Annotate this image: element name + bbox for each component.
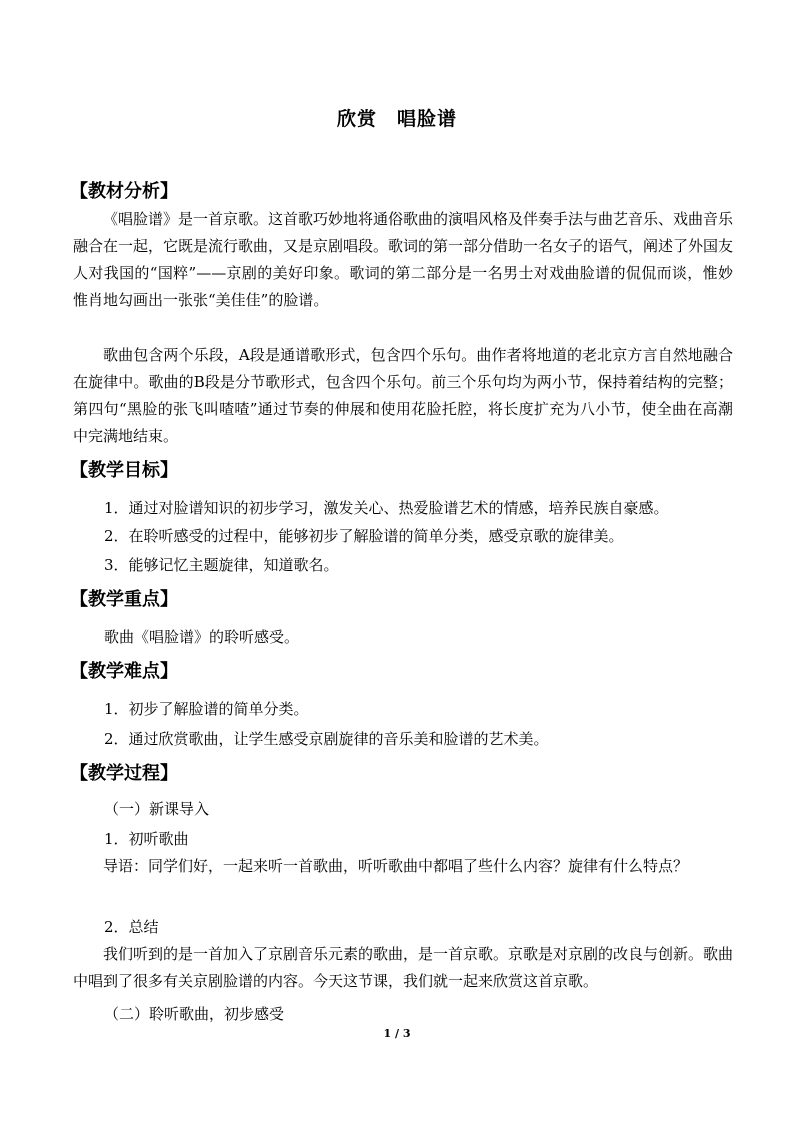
heading-analysis: 【教材分析】 — [70, 181, 178, 202]
process-step-2-text: 我们听到的是一首加入了京剧音乐元素的歌曲，是一首京歌。京歌是对京剧的改良与创新。歌曲中唱到了很多有关京剧脸谱的内容。今天这节课，我们就一起来欣赏这首京歌。 — [73, 945, 734, 990]
process-part-2: （二）聆听歌曲，初步感受 — [104, 1005, 285, 1023]
difficulty-item-1: 1．初步了解脸谱的简单分类。 — [104, 700, 309, 718]
page-title: 欣赏 唱脸谱 — [336, 108, 457, 130]
analysis-paragraph-2: 歌曲包含两个乐段，A段是通谱歌形式，包含四个乐句。曲作者将地道的老北京方言自然地融合在旋律中。歌曲的B段是分节歌形式，包含四个乐句。前三个乐句均为两小节，保持着结构的完整；第四句“黑脸的张飞叫喳喳”通过节奏的伸展和使用花脸托腔，将长度扩充为八小节，使全曲在高潮中完满地结束。 — [73, 346, 733, 445]
goal-item-3: 3．能够记忆主题旋律，知道歌名。 — [104, 556, 339, 574]
heading-goals: 【教学目标】 — [70, 460, 178, 481]
key-points-text: 歌曲《唱脸谱》的聆听感受。 — [104, 628, 300, 646]
heading-process: 【教学过程】 — [70, 763, 178, 784]
goal-item-2: 2．在聆听感受的过程中，能够初步了解脸谱的简单分类，感受京歌的旋律美。 — [104, 527, 624, 545]
difficulty-item-2: 2．通过欣赏歌曲，让学生感受京剧旋律的音乐美和脸谱的艺术美。 — [104, 730, 549, 748]
heading-key-points: 【教学重点】 — [70, 589, 178, 610]
page-number: 1 / 3 — [383, 1027, 411, 1040]
goal-item-1: 1．通过对脸谱知识的初步学习，激发关心、热爱脸谱艺术的情感，培养民族自豪感。 — [104, 499, 669, 517]
heading-difficulties: 【教学难点】 — [70, 661, 178, 682]
process-step-1-text: 导语：同学们好，一起来听一首歌曲，听听歌曲中都唱了些什么内容？旋律有什么特点？ — [103, 857, 689, 875]
process-step-2: 2．总结 — [104, 918, 159, 936]
process-step-1: 1．初听歌曲 — [104, 830, 189, 848]
process-part-1: （一）新课导入 — [104, 800, 210, 818]
analysis-paragraph-1: 《唱脸谱》是一首京歌。这首歌巧妙地将通俗歌曲的演唱风格及伴奏手法与曲艺音乐、戏曲音乐融合在一起，它既是流行歌曲，又是京剧唱段。歌词的第一部分借助一名女子的语气，阐述了外国友人对我国的“国粹”——京剧的美好印象。歌词的第二部分是一名男士对戏曲脸谱的侃侃而谈，惟妙惟肖地勾画出一张张“美佳佳”的脸谱。 — [73, 210, 734, 309]
